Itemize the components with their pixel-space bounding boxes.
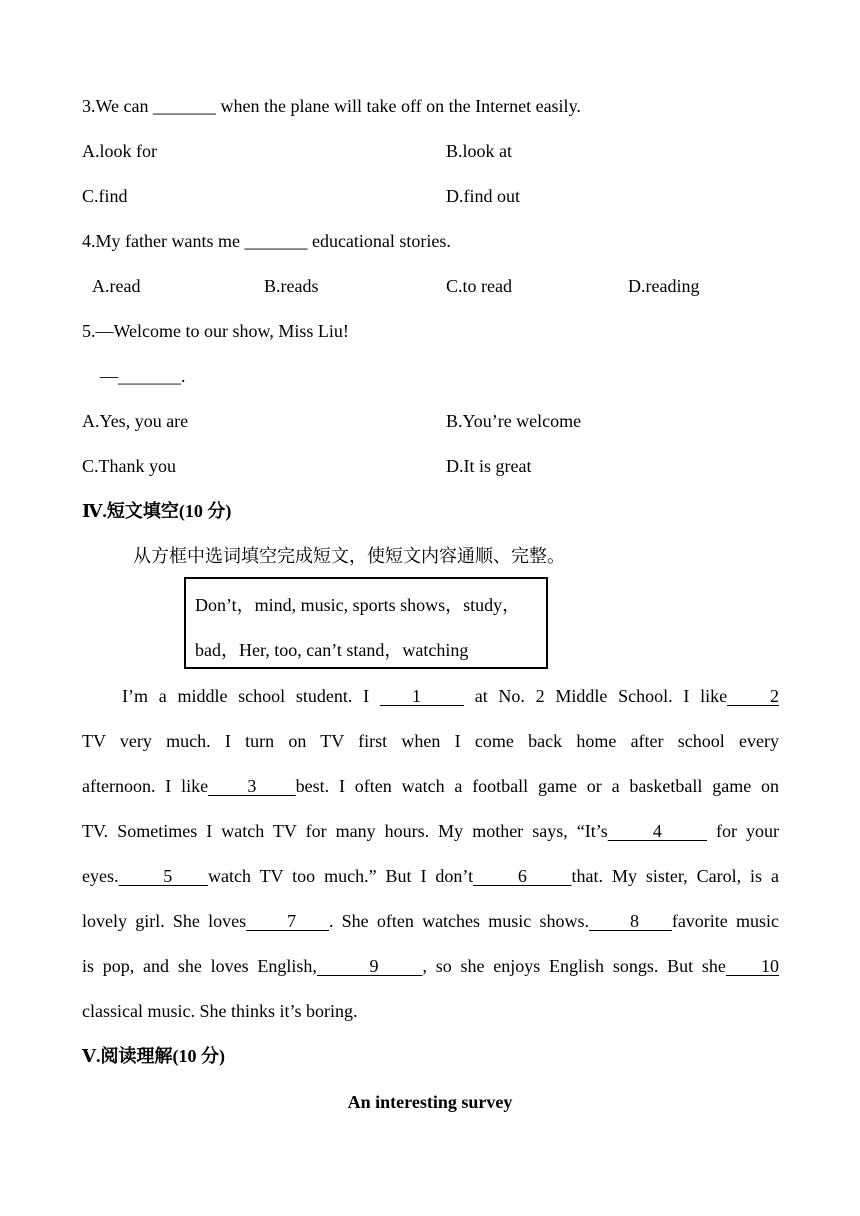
passage-line-1: I’m a middle school student. I 1 at No. 2 Middle School. I like 2: [122, 686, 779, 706]
question-5-stem: 5.—Welcome to our show, Miss Liu!: [82, 321, 349, 341]
blank-10[interactable]: 10: [725, 956, 779, 976]
passage-line-6: lovely girl. She loves 7 . She often watches music shows. 8 favorite music: [82, 911, 779, 931]
blank-3[interactable]: 3: [208, 776, 296, 796]
question-4-option-a: A.read: [92, 276, 141, 296]
question-3-option-c: C.find: [82, 186, 128, 206]
passage-line-5: eyes. 5 watch TV too much.” But I don’t 6 that. My sister, Carol, is a: [82, 866, 779, 886]
question-3-stem: 3.We can _______ when the plane will take off on the Internet easily.: [82, 96, 581, 116]
question-4-stem: 4.My father wants me _______ educational stories.: [82, 231, 451, 251]
section-4-instruction: 从方框中选词填空完成短文，使短文内容通顺、完整。: [133, 546, 565, 566]
word-box-line-2: bad，Her, too, can’t stand，watching: [195, 640, 469, 660]
blank-1[interactable]: 1: [379, 686, 464, 706]
blank-7[interactable]: 7: [246, 911, 329, 931]
passage-line-2: TV very much. I turn on TV first when I come back home after school every: [82, 731, 779, 751]
passage-line-3: afternoon. I like 3 best. I often watch a football game or a basketball game on: [82, 776, 780, 796]
question-5-option-b: B.You’re welcome: [446, 411, 582, 431]
section-5-title: Ⅴ.阅读理解(10 分): [82, 1046, 225, 1066]
passage-line-7: is pop, and she loves English, 9 , so she enjoys English songs. But she 10: [82, 956, 779, 976]
question-3-option-d: D.find out: [446, 186, 520, 206]
passage-line-8: classical music. She thinks it’s boring.: [82, 1001, 358, 1021]
question-4-option-c: C.to read: [446, 276, 512, 296]
word-box: [184, 577, 548, 669]
question-3-option-b: B.look at: [446, 141, 512, 161]
question-5-option-a: A.Yes, you are: [82, 411, 189, 431]
blank-5[interactable]: 5: [118, 866, 208, 886]
question-5-option-c: C.Thank you: [82, 456, 176, 476]
question-4-option-b: B.reads: [264, 276, 319, 296]
question-5-option-d: D.It is great: [446, 456, 532, 476]
blank-6[interactable]: 6: [473, 866, 572, 886]
question-3-option-a: A.look for: [82, 141, 157, 161]
word-box-line-1: Don’t，mind, music, sports shows，study，: [195, 595, 521, 615]
blank-9[interactable]: 9: [316, 956, 423, 976]
passage-line-4: TV. Sometimes I watch TV for many hours. My mother says, “It’s 4 for your: [82, 821, 780, 841]
passage-title: An interesting survey: [347, 1092, 513, 1112]
section-4-title: Ⅳ.短文填空(10 分): [82, 501, 232, 521]
question-4-option-d: D.reading: [628, 276, 700, 296]
blank-2[interactable]: 2: [727, 686, 779, 706]
question-5-reply: —_______.: [100, 366, 186, 386]
blank-8[interactable]: 8: [588, 911, 672, 931]
blank-4[interactable]: 4: [607, 821, 707, 841]
